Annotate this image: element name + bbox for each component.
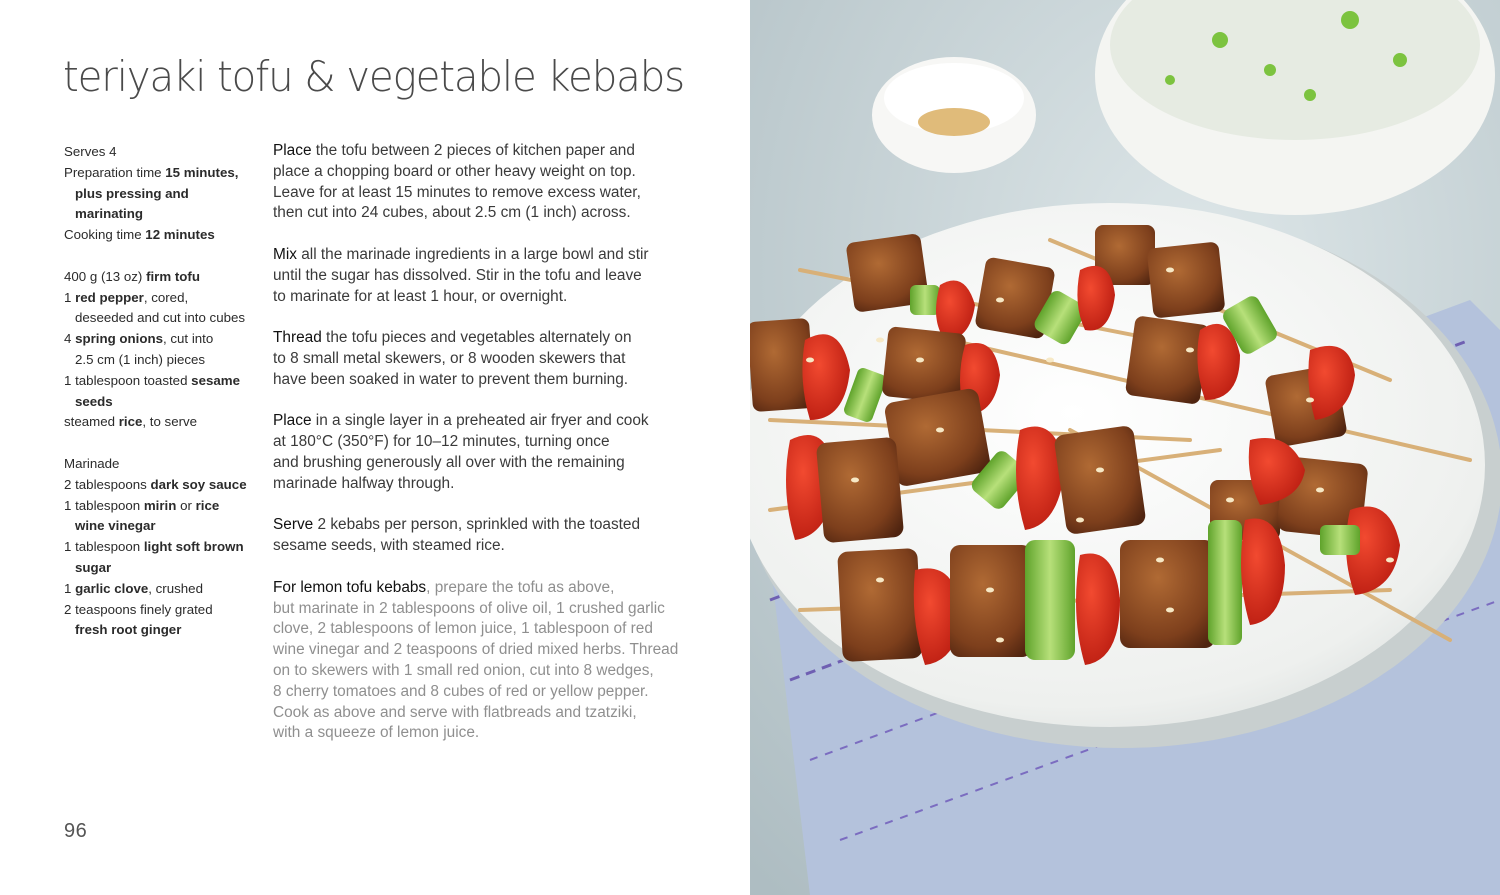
method-step-line (273, 432, 678, 453)
variation-line (273, 723, 678, 744)
method-step-text: to 8 small metal skewers, or 8 wooden skewers that (273, 349, 626, 367)
marinade-ingredient-line (64, 579, 264, 600)
variation-text: on to skewers with 1 small red onion, cut into 8 wedges, (273, 661, 654, 679)
variation-paragraph (273, 578, 678, 744)
method-step-lead: Thread (273, 329, 322, 347)
marinade-ingredient-text: 1 (64, 580, 76, 596)
method-step-line (273, 245, 678, 266)
marinade-ingredient-text: or (176, 497, 196, 513)
method-step-lead: Place (273, 412, 312, 430)
marinade-ingredient-key-text: sugar (75, 559, 112, 575)
ingredient-line-continued (64, 308, 264, 329)
recipe-photo (750, 0, 1500, 895)
method-step-line (273, 266, 678, 287)
marinade-list (64, 475, 264, 641)
variation-line (273, 703, 678, 724)
method-step-text: until the sugar has dissolved. Stir in the tofu and leave (273, 266, 642, 284)
variation-line (273, 619, 678, 640)
ingredient-text: deseeded and cut into cubes (75, 310, 246, 326)
method-list (273, 141, 678, 557)
variation-line (273, 661, 678, 682)
marinade-ingredient-line (64, 475, 264, 496)
ingredients-column (64, 142, 264, 641)
method-step-text: all the marinade ingredients in a large bowl and stir (296, 245, 649, 263)
method-step-line (273, 287, 678, 308)
marinade-ingredient-line-continued (64, 620, 264, 641)
method-step-line (273, 474, 678, 495)
method-step-line (273, 349, 678, 370)
method-step-lead: Serve (273, 516, 314, 534)
marinade-ingredient-line-continued (64, 558, 264, 579)
ingredient-text: 2.5 cm (1 inch) pieces (75, 351, 206, 367)
prep-time-line-2: plus pressing and (75, 185, 189, 201)
marinade-ingredient-key-text: fresh root ginger (75, 622, 182, 638)
variation-text: , prepare the tofu as above, (426, 578, 615, 596)
ingredient-line (64, 288, 264, 309)
method-step-text: 2 kebabs per person, sprinkled with the toasted (313, 516, 641, 534)
ingredient-key-text: seeds (75, 393, 113, 409)
ingredient-text: 1 tablespoon toasted (64, 372, 192, 388)
marinade-ingredient-key-text: wine vinegar (75, 518, 156, 534)
method-step-text: the tofu between 2 pieces of kitchen paper and (311, 142, 635, 159)
marinade-ingredient-text: , crushed (148, 580, 203, 596)
ingredient-line (64, 267, 264, 288)
method-step-text: the tofu pieces and vegetables alternately on (321, 329, 632, 347)
ingredient-text: 400 g (13 oz) (64, 268, 147, 284)
kebab-photo-illustration (750, 0, 1500, 895)
variation-line (273, 578, 678, 599)
variation-text: 8 cherry tomatoes and 8 cubes of red or yellow pepper. (273, 682, 649, 700)
method-step (273, 328, 678, 390)
variation-text: Cook as above and serve with flatbreads and tzatziki, (273, 703, 637, 721)
ingredient-line (64, 371, 264, 392)
method-step (273, 411, 678, 494)
marinade-ingredient-key-text: rice (195, 497, 220, 513)
method-step-line (273, 203, 678, 224)
marinade-ingredient-line-continued (64, 516, 264, 537)
ingredient-key-text: sesame (191, 372, 240, 388)
method-step-text: Leave for at least 15 minutes to remove excess water, (273, 183, 641, 201)
method-step-lead: Mix (273, 245, 297, 263)
method-step-line (273, 453, 678, 474)
ingredient-text: 1 (64, 289, 76, 305)
sesame-seeds (918, 108, 990, 136)
marinade-ingredient-line (64, 496, 264, 517)
variation-text: clove, 2 tablespoons of lemon juice, 1 tablespoon of red (273, 620, 653, 638)
ingredient-text: steamed (64, 414, 119, 430)
prep-time-line-3: marinating (75, 206, 143, 222)
method-step-text: at 180°C (350°F) for 10–12 minutes, turning once (273, 433, 610, 451)
variation-lead: For lemon tofu kebabs (273, 578, 427, 596)
variation-text: wine vinegar and 2 teaspoons of dried mixed herbs. Thread (273, 641, 679, 659)
spacer (64, 246, 264, 267)
method-step-text: in a single layer in a preheated air fryer and cook (311, 412, 649, 430)
cook-time-line: Cooking time 12 minutes (64, 227, 215, 243)
ingredient-line-continued (64, 392, 264, 413)
serves-line: Serves 4 (64, 144, 117, 159)
ingredient-key-text: spring onions (75, 331, 163, 347)
method-step-text: sesame seeds, with steamed rice. (273, 537, 505, 555)
marinade-ingredient-key-text: mirin (143, 497, 177, 513)
marinade-ingredient-line (64, 537, 264, 558)
marinade-heading: Marinade (64, 455, 120, 471)
method-step (273, 141, 678, 224)
ingredient-text: , cored, (143, 289, 189, 305)
method-step-line (273, 328, 678, 349)
method-step-line (273, 536, 678, 557)
variation-line (273, 682, 678, 703)
ingredient-key-text: firm tofu (146, 268, 200, 284)
method-step-text: then cut into 24 cubes, about 2.5 cm (1 inch) across. (273, 204, 631, 222)
ingredient-text: 4 (64, 331, 76, 347)
method-step-line (273, 515, 678, 536)
method-step (273, 245, 678, 307)
ingredient-text: , to serve (142, 414, 198, 430)
marinade-ingredient-key-text: dark soy sauce (150, 476, 247, 492)
ingredient-line (64, 412, 264, 433)
ingredient-line (64, 329, 264, 350)
recipe-title: teriyaki tofu & vegetable kebabs (63, 52, 684, 101)
prep-time-line: Preparation time 15 minutes, (64, 164, 239, 180)
ingredient-key-text: rice (118, 414, 143, 430)
method-step-line (273, 141, 678, 162)
ingredient-key-text: red pepper (75, 289, 144, 305)
marinade-ingredient-text: 1 tablespoon (64, 539, 144, 555)
method-step-text: to marinate for at least 1 hour, or overnight. (273, 287, 568, 305)
marinade-ingredient-text: 1 tablespoon (64, 497, 144, 513)
method-step-text: have been soaked in water to prevent them burning. (273, 370, 629, 388)
method-step-text: and brushing generously all over with the remaining (273, 453, 625, 471)
variation-text: with a squeeze of lemon juice. (273, 724, 480, 742)
method-step-lead: Place (273, 142, 312, 159)
ingredient-line-continued (64, 350, 264, 371)
method-step (273, 515, 678, 557)
method-step-text: place a chopping board or other heavy weight on top. (273, 162, 636, 180)
method-column (273, 141, 678, 765)
spacer (64, 433, 264, 454)
method-step-line (273, 411, 678, 432)
method-step-text: marinade halfway through. (273, 474, 455, 492)
marinade-ingredient-text: 2 teaspoons finely grated (64, 601, 213, 617)
method-step-line (273, 162, 678, 183)
variation-text: but marinate in 2 tablespoons of olive oil, 1 crushed garlic (273, 599, 665, 617)
ingredient-text: , cut into (163, 331, 214, 347)
variation-line (273, 640, 678, 661)
marinade-ingredient-key-text: light soft brown (143, 539, 244, 555)
ingredient-list (64, 267, 264, 433)
method-step-line (273, 370, 678, 391)
marinade-ingredient-key-text: garlic clove (75, 580, 149, 596)
variation-line (273, 599, 678, 620)
page-number: 96 (64, 820, 88, 842)
method-step-line (273, 183, 678, 204)
marinade-ingredient-text: 2 tablespoons (64, 476, 151, 492)
marinade-ingredient-line (64, 600, 264, 621)
